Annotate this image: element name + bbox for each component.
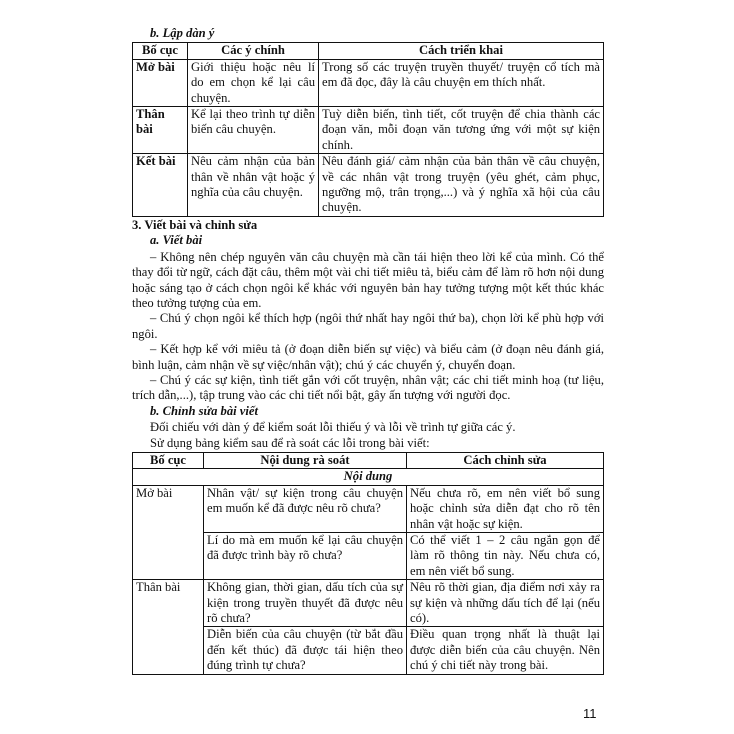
row-fix: Có thể viết 1 – 2 câu ngắn gọn để làm rõ thông tin này. Nếu chưa có, em nên viết bổ sung. [407, 533, 604, 580]
row-check: Lí do mà em muốn kể lại câu chuyện đã được trình bày rõ chưa? [204, 533, 407, 580]
row-fix: Nếu chưa rõ, em nên viết bổ sung hoặc chỉnh sửa diễn đạt cho rõ tên nhân vật hoặc sự kiện. [407, 485, 604, 532]
row-check: Không gian, thời gian, dấu tích của sự kiện trong truyền thuyết đã được nêu rõ chưa? [204, 580, 407, 627]
header-noi-dung-ra-soat: Nội dung rà soát [204, 452, 407, 468]
header-cach-chinh-sua: Cách chỉnh sửa [407, 452, 604, 468]
paragraph: – Chú ý các sự kiện, tình tiết gắn với cốt truyện, nhân vật; các chi tiết minh hoạ (tư liệu, trích dẫn,...), tập trung vào các chi tiết nổi bật, gây ấn tượng với người đọc. [132, 372, 604, 403]
heading-a-viet-bai: a. Viết bài [150, 233, 203, 248]
paragraph: – Kết hợp kể với miêu tả (ở đoạn diễn biến sự việc) và biểu cảm (ở đoạn nêu đánh giá, bình luận, cảm nhận về sự việc/nhân vật); chú ý các chuyển ý, chuyển đoạn. [132, 342, 604, 372]
heading-b-chinh-sua: b. Chỉnh sửa bài viết [150, 403, 258, 418]
row-label: Mở bài [133, 59, 188, 106]
table-row [133, 107, 604, 154]
paragraph: – Không nên chép nguyên văn câu chuyện mà cần tái hiện theo lời kể của mình. Có thể thay đổi từ ngữ, cách đặt câu, thêm một vài chi tiết miêu tả, biểu cảm để làm rõ hơn nội dung hoặc sáng tạo ở cách chọn ngôi kể khác với nguyên bản hay tưởng tượng một kết thúc khác theo tưởng tượng của em. [132, 249, 604, 310]
document-page [92, 0, 644, 734]
header-bo-cuc: Bố cục [133, 43, 188, 59]
table-row [133, 627, 604, 674]
row-method: Tuỳ diễn biến, tình tiết, cốt truyện để chia thành các đoạn văn, mỗi đoạn văn tương ứng với một sự kiện chính. [319, 107, 604, 154]
row-label: Mở bài [133, 485, 204, 579]
row-label: Thân bài [133, 107, 188, 154]
page-left-margin [0, 0, 92, 734]
row-fix: Điều quan trọng nhất là thuật lại được diễn biến của câu chuyện. Nên chú ý chi tiết này trong bài. [407, 627, 604, 674]
row-fix: Nêu rõ thời gian, địa điểm nơi xảy ra sự kiện và những dấu tích để lại (nếu có). [407, 580, 604, 627]
paragraph: Sử dụng bảng kiểm sau để rà soát các lỗi trong bài viết: [150, 435, 430, 450]
subheader-noi-dung: Nội dung [133, 469, 604, 485]
heading-lap-dan-y: b. Lập dàn ý [150, 26, 215, 40]
paragraph: Đối chiếu với dàn ý để kiểm soát lỗi thiếu ý và lỗi về trình tự giữa các ý. [150, 420, 516, 435]
table-row [133, 580, 604, 627]
row-method: Trong số các truyện truyền thuyết/ truyện cổ tích mà em đã đọc, đây là câu chuyện em thích nhất. [319, 59, 604, 106]
row-check: Diễn biến của câu chuyện (từ bắt đầu đến kết thúc) đã được tái hiện theo đúng trình tự chưa? [204, 627, 407, 674]
row-check: Nhân vật/ sự kiện trong câu chuyện em muốn kể đã được nêu rõ chưa? [204, 485, 407, 532]
header-bo-cuc: Bố cục [133, 452, 204, 468]
page-content [132, 26, 604, 675]
table-row [133, 533, 604, 580]
row-label: Thân bài [133, 580, 204, 674]
page-right-margin [644, 0, 734, 734]
table-row [133, 154, 604, 217]
page-number: 11 [583, 706, 597, 721]
header-cac-y-chinh: Các ý chính [188, 43, 319, 59]
row-main-idea: Giới thiệu hoặc nêu lí do em chọn kể lại câu chuyện. [188, 59, 319, 106]
checklist-table-header [133, 452, 604, 468]
outline-table-header [133, 43, 604, 59]
checklist-table [132, 452, 604, 675]
header-cach-trien-khai: Cách triển khai [319, 43, 604, 59]
row-label: Kết bài [133, 154, 188, 217]
row-main-idea: Nêu cảm nhận của bản thân về nhân vật hoặc ý nghĩa của câu chuyện. [188, 154, 319, 217]
table-row [133, 59, 604, 106]
checklist-subheader-row [133, 469, 604, 485]
outline-table [132, 42, 604, 216]
table-row [133, 485, 604, 532]
row-method: Nêu đánh giá/ cảm nhận của bản thân về câu chuyện, về các nhân vật trong truyện (yêu ghét, cảm phục, ngưỡng mộ, trân trọng,...) và ý nghĩa xã hội của câu chuyện. [319, 154, 604, 217]
row-main-idea: Kể lại theo trình tự diễn biến câu chuyện. [188, 107, 319, 154]
paragraph: – Chú ý chọn ngôi kể thích hợp (ngôi thứ nhất hay ngôi thứ ba), chọn lời kể phù hợp với ngôi. [132, 311, 604, 341]
heading-viet-bai: 3. Viết bài và chỉnh sửa [132, 217, 258, 232]
